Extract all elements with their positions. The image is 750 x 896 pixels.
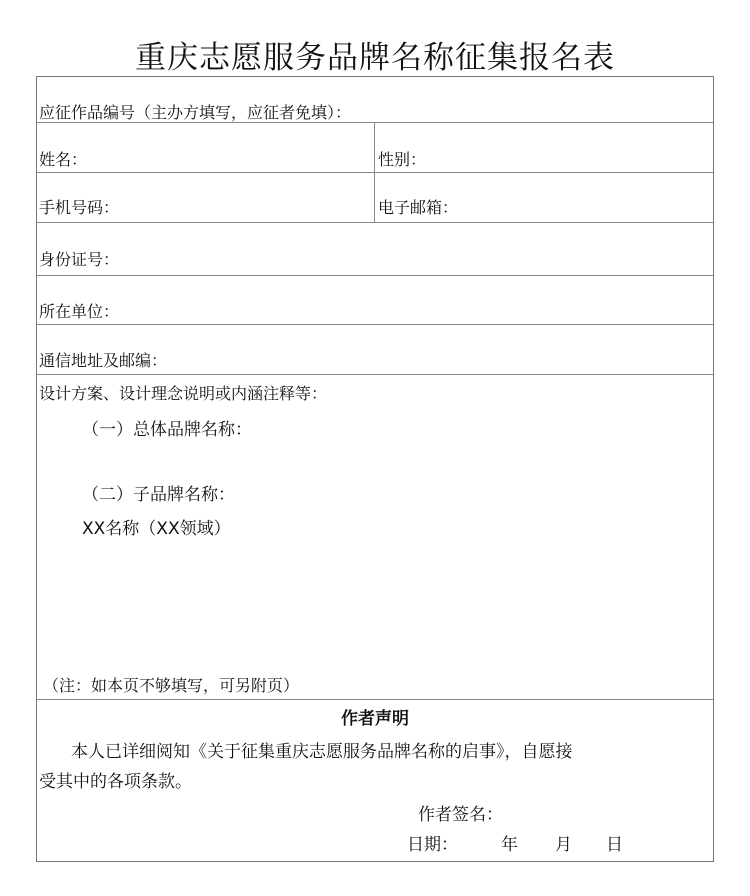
date-day-label: 日 <box>606 835 623 855</box>
phone-label: 手机号码： <box>39 198 120 217</box>
organization-label: 所在单位： <box>39 302 120 321</box>
extra-page-note: （注：如本页不够填写，可另附页） <box>43 676 300 695</box>
declaration-text-line2: 受其中的各项条款。 <box>39 772 192 792</box>
id-number-row <box>37 223 713 276</box>
entry-number-label: 应征作品编号（主办方填写，应征者免填）： <box>39 103 352 122</box>
sub-brand-name-label: （二）子品牌名称： <box>82 485 235 505</box>
document-title: 重庆志愿服务品牌名称征集报名表 <box>135 40 615 76</box>
declaration-heading: 作者声明 <box>341 709 409 729</box>
column-divider <box>374 123 375 172</box>
name-gender-row <box>37 123 713 173</box>
gender-label: 性别： <box>378 150 427 169</box>
email-label: 电子邮箱： <box>378 198 459 217</box>
phone-email-row <box>37 173 713 223</box>
design-section <box>37 375 713 700</box>
signature-label: 作者签名： <box>418 805 503 825</box>
registration-form <box>36 76 714 862</box>
id-number-label: 身份证号： <box>39 250 120 269</box>
address-row <box>37 325 713 375</box>
overall-brand-name-label: （一）总体品牌名称： <box>82 420 252 440</box>
sub-brand-example: XX名称（XX领域） <box>82 519 231 539</box>
declaration-text-line1: 本人已详细阅知《关于征集重庆志愿服务品牌名称的启事》，自愿接 <box>71 742 573 762</box>
entry-number-row <box>37 77 713 123</box>
address-label: 通信地址及邮编： <box>39 351 168 370</box>
date-label: 日期： <box>407 835 458 855</box>
design-heading: 设计方案、设计理念说明或内涵注释等： <box>39 384 328 403</box>
column-divider <box>374 173 375 222</box>
name-label: 姓名： <box>39 150 88 169</box>
organization-row <box>37 276 713 325</box>
date-month-label: 月 <box>555 835 572 855</box>
date-year-label: 年 <box>501 835 518 855</box>
declaration-section <box>37 700 713 862</box>
